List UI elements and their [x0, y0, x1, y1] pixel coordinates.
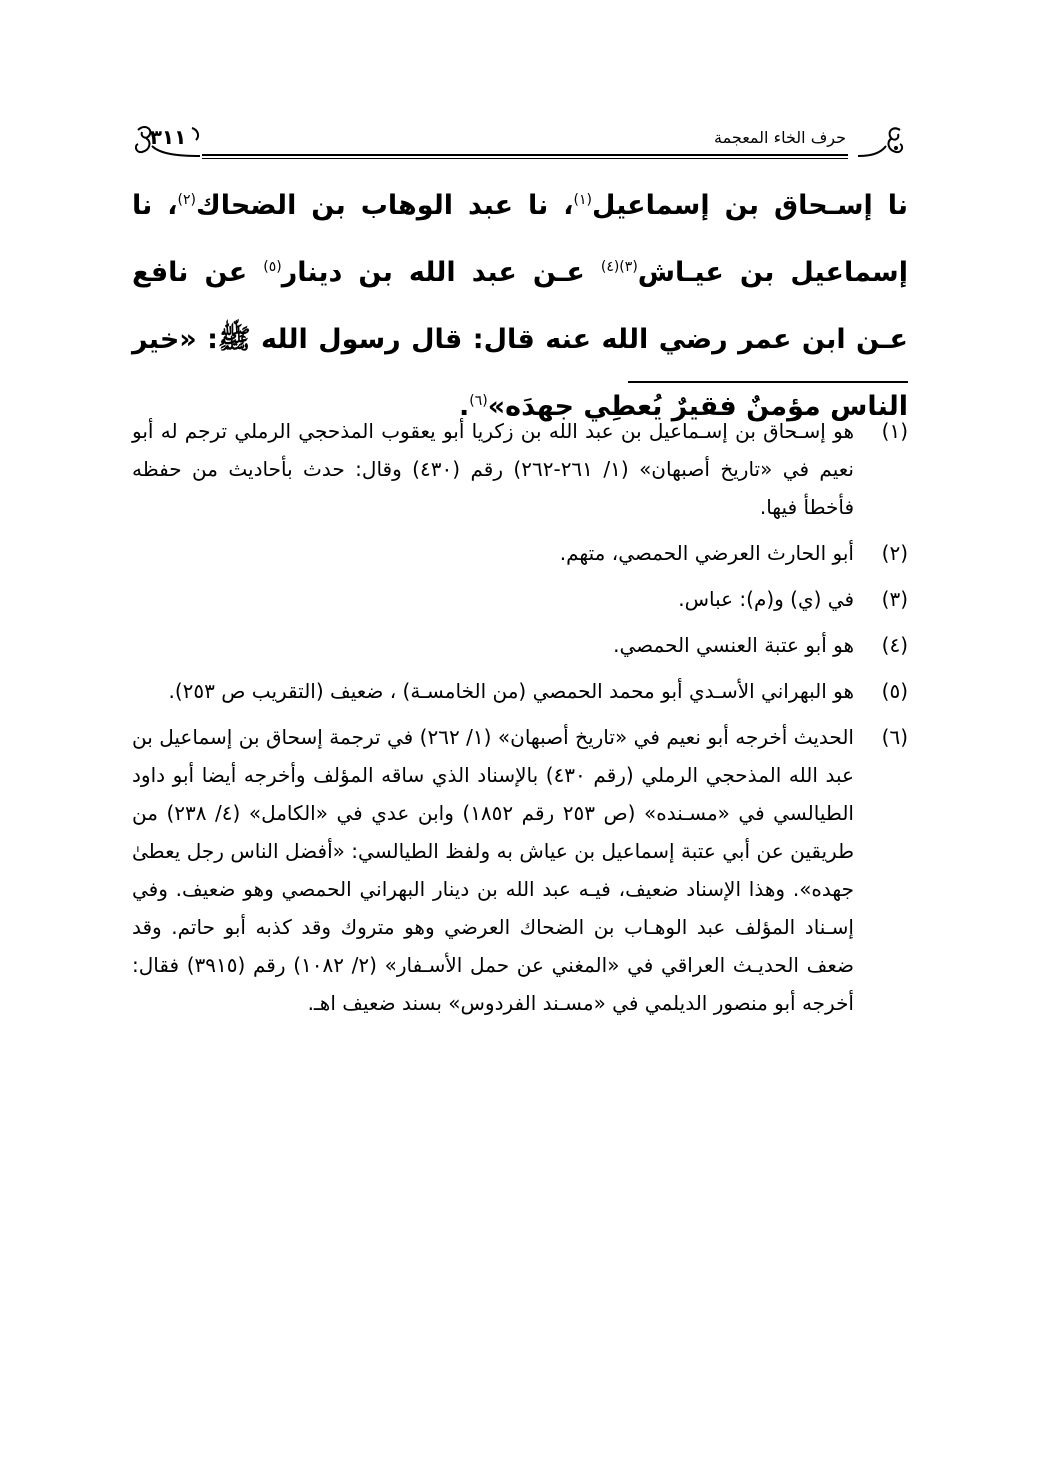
footnote — [132, 412, 908, 526]
page-header — [132, 120, 906, 160]
hadith-end: . — [459, 391, 470, 422]
footnote — [132, 580, 908, 618]
hadith-seg-4: عـن عبد الله بن دينار — [281, 257, 601, 288]
header-ornament-right-icon — [850, 124, 906, 160]
footnote — [132, 626, 908, 664]
footnote — [132, 534, 908, 572]
hadith-seg-3: ، نا إسماعيل بن عيـاش — [132, 190, 908, 288]
hadith-text — [132, 172, 908, 440]
footnote-ref-3-4: (٣)(٤) — [600, 259, 638, 275]
footnote-number: (٤) — [881, 633, 908, 657]
page-number: ٣١١ — [149, 125, 187, 149]
footnote-ref-6: (٦) — [469, 393, 488, 409]
header-rule — [202, 154, 848, 156]
footnote-ref-1: (١) — [573, 192, 592, 208]
footnote-number: (٥) — [881, 679, 908, 703]
hadith-seg-2: ، نا عبد الوهاب بن الضحاك — [195, 190, 574, 221]
header-rule-thin — [202, 158, 848, 159]
footnote-number: (١) — [881, 419, 908, 443]
footnote-number: (٦) — [881, 725, 908, 749]
footnote-text: أبو الحارث العرضي الحمصي، متهم. — [559, 541, 854, 565]
footnote — [132, 718, 908, 1022]
footnote-text: في (ي) و(م): عباس. — [678, 587, 854, 611]
footnote-number: (٣) — [881, 587, 908, 611]
hadith-seg-5: عن نافع عـن ابن عمر رضي الله عنه قال: قال رسول الله ﷺ: «خير الناس مؤمنٌ فقيرٌ يُعطِي جهدَه» — [132, 257, 908, 422]
footnote-text: الحديث أخرجه أبو نعيم في «تاريخ أصبهان» (١/ ٢٦٢) في ترجمة إسحاق بن إسماعيل بن عبد الله المذحجي الرملي (رقم ٤٣٠) بالإسناد الذي ساقه المؤلف وأخرجه أيضا أبو داود الطيالسي في «مسـنده» (ص ٢٥٣ رقم ١٨٥٢) وابن عدي في «الكامل» (٤/ ٢٣٨) من طريقين عن أبي عتبة إسماعيل بن عياش به ولفظ الطيالسي: «أفضل الناس رجل يعطىٰ جهده». وهذا الإسناد ضعيف، فيـه عبد الله بن دينار البهراني الحمصي وهو ضعيف. وفي إسـناد المؤلف عبد الوهـاب بن الضحاك العرضي وهو متروك وقد كذبه أبو حاتم. وقد ضعف الحديـث العراقي في «المغني عن حمل الأسـفار» (٢/ ١٠٨٢) رقم (٣٩١٥) فقال: أخرجه أبو منصور الديلمي في «مسـند الفردوس» بسند ضعيف اهـ. — [132, 725, 854, 1015]
footnote — [132, 672, 908, 710]
footnote-text: هو أبو عتبة العنسي الحمصي. — [613, 633, 854, 657]
footnote-ref-2: (٢) — [177, 192, 196, 208]
footnote-text: هو إسـحاق بن إسـماعيل بن عبد الله بن زكريا أبو يعقوب المذحجي الرملي ترجم له أبو نعيم في «تاريخ أصبهان» (١/ ٢٦١-٢٦٢) رقم (٤٣٠) وقال: حدث بأحاديث من حفظه فأخطأ فيها. — [132, 419, 854, 519]
footnote-number: (٢) — [881, 541, 908, 565]
footnote-text: هو البهراني الأسـدي أبو محمد الحمصي (من الخامسـة) ، ضعيف (التقريب ص ٢٥٣). — [168, 679, 854, 703]
footnotes — [132, 412, 908, 1030]
chapter-title: حرف الخاء المعجمة — [714, 128, 846, 147]
footnote-separator — [628, 381, 908, 383]
hadith-seg-1: نا إسـحاق بن إسماعيل — [592, 190, 909, 221]
footnote-ref-5: (٥) — [263, 259, 282, 275]
